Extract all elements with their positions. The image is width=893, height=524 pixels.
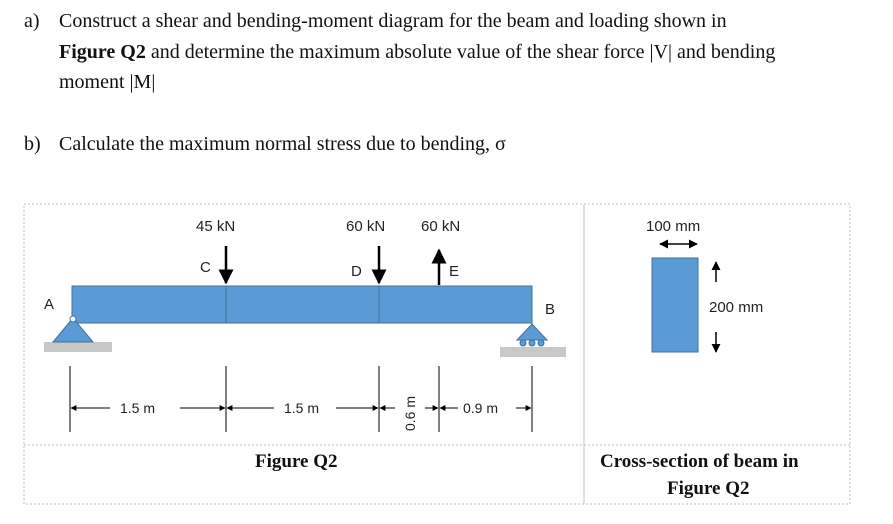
support-label-b: B: [545, 301, 556, 318]
load-d-magnitude: 60 kN: [346, 218, 386, 235]
dimension-de-label: 0.6 m: [402, 395, 418, 431]
question-b-text: Calculate the maximum normal stress due to bending, σ: [59, 133, 506, 155]
section-width-label: 100 mm: [646, 218, 701, 235]
support-label-a: A: [44, 296, 55, 313]
section-height-label: 200 mm: [709, 299, 764, 316]
point-label-d: D: [351, 263, 362, 280]
load-e-magnitude: 60 kN: [421, 218, 461, 235]
cross-section-caption-line-1: Cross-section of beam in: [600, 451, 799, 472]
question-a-line-1: Construct a shear and bending-moment diagram for the beam and loading shown in: [59, 10, 727, 32]
cross-section-rect: [652, 258, 698, 352]
dimension-eb-label: 0.9 m: [463, 400, 499, 416]
load-c-magnitude: 45 kN: [196, 218, 236, 235]
figure-reference: Figure Q2: [59, 41, 146, 63]
cross-section-caption-line-2: Figure Q2: [667, 478, 750, 499]
question-a-line-2-rest: and determine the maximum absolute value of the shear force |V| and bending: [145, 41, 776, 63]
roller-3: [538, 340, 544, 346]
roller-support-b: [517, 324, 547, 340]
question-a-line-3: moment |M|: [59, 71, 156, 93]
pin-a: [70, 316, 76, 322]
roller-1: [520, 340, 526, 346]
ground-left: [44, 342, 112, 352]
question-a-label: a): [24, 10, 40, 32]
question-b-label: b): [24, 133, 41, 155]
point-label-e: E: [449, 263, 460, 280]
ground-right: [500, 347, 566, 357]
dimension-ac-label: 1.5 m: [120, 400, 156, 416]
dimension-cd-label: 1.5 m: [284, 400, 320, 416]
roller-2: [529, 340, 535, 346]
beam: [72, 286, 532, 323]
figure-caption: Figure Q2: [255, 451, 338, 472]
point-label-c: C: [200, 259, 211, 276]
